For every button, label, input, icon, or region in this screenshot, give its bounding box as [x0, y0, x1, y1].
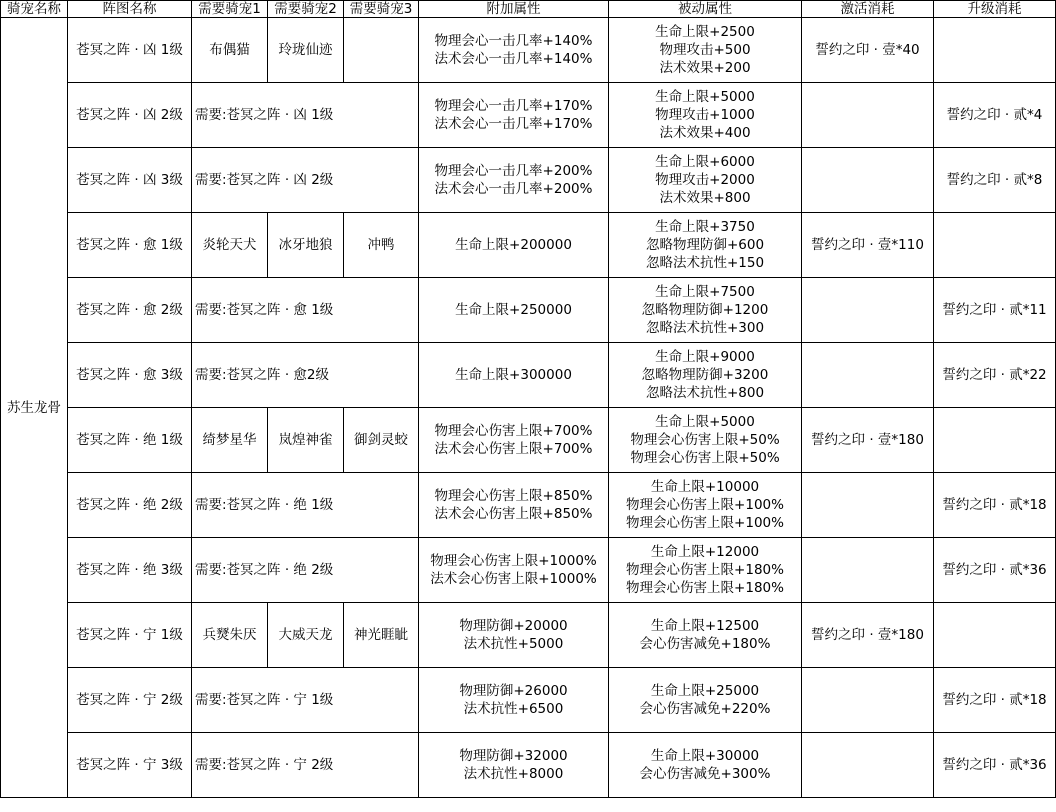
required-pet-cell: 炎轮天犬 [192, 213, 268, 278]
table-row [1, 18, 1056, 83]
activation-cost-cell [802, 733, 934, 798]
requirement-cell: 需要:苍冥之阵 · 宁 1级 [192, 668, 419, 733]
passive-attribute-cell-line: 忽略法术抗性+300 [645, 320, 765, 336]
requirement-cell: 需要:苍冥之阵 · 宁 2级 [192, 733, 419, 798]
header-cell: 需要骑宠2 [268, 1, 344, 18]
requirement-cell: 需要:苍冥之阵 · 凶 1级 [192, 83, 419, 148]
mount-name-cell: 苏生龙骨 [1, 18, 68, 798]
extra-attribute-cell [419, 473, 609, 538]
header-cell: 骑宠名称 [1, 1, 68, 18]
passive-attribute-cell-line: 物理会心伤害上限+180% [626, 580, 784, 596]
formation-name-cell: 苍冥之阵 · 愈 2级 [68, 278, 192, 343]
extra-attribute-cell-line: 生命上限+250000 [455, 302, 572, 318]
passive-attribute-cell [609, 213, 802, 278]
activation-cost-cell [802, 343, 934, 408]
activation-cost-cell: 誓约之印 · 壹*40 [802, 18, 934, 83]
required-pet-cell: 岚煌神雀 [268, 408, 344, 473]
requirement-cell: 需要:苍冥之阵 · 绝 1级 [192, 473, 419, 538]
extra-attribute-cell-line: 法术会心伤害上限+850% [434, 506, 593, 522]
extra-attribute-cell-line: 法术抗性+5000 [463, 636, 564, 652]
upgrade-cost-cell: 誓约之印 · 贰*36 [934, 733, 1056, 798]
table-row [1, 408, 1056, 473]
upgrade-cost-cell [934, 213, 1056, 278]
requirement-cell: 需要:苍冥之阵 · 凶 2级 [192, 148, 419, 213]
table-row [1, 278, 1056, 343]
required-pet-cell: 神光睚眦 [344, 603, 419, 668]
extra-attribute-cell-line: 物理会心伤害上限+1000% [430, 553, 597, 569]
upgrade-cost-cell: 誓约之印 · 贰*11 [934, 278, 1056, 343]
activation-cost-cell [802, 538, 934, 603]
passive-attribute-cell [609, 148, 802, 213]
table-body [1, 18, 1056, 798]
extra-attribute-cell-line: 物理防御+32000 [459, 748, 568, 764]
extra-attribute-cell-line: 法术会心伤害上限+700% [434, 441, 593, 457]
passive-attribute-cell [609, 18, 802, 83]
upgrade-cost-cell: 誓约之印 · 贰*18 [934, 668, 1056, 733]
upgrade-cost-cell: 誓约之印 · 贰*18 [934, 473, 1056, 538]
extra-attribute-cell-line: 物理防御+20000 [459, 618, 568, 634]
activation-cost-cell [802, 278, 934, 343]
extra-attribute-cell [419, 668, 609, 733]
formation-name-cell: 苍冥之阵 · 绝 3级 [68, 538, 192, 603]
extra-attribute-cell-line: 物理会心一击几率+170% [434, 98, 593, 114]
passive-attribute-cell-line: 忽略物理防御+600 [645, 237, 765, 253]
table-row [1, 213, 1056, 278]
extra-attribute-cell-line: 法术会心一击几率+200% [434, 181, 593, 197]
extra-attribute-cell-line: 生命上限+200000 [455, 237, 572, 253]
passive-attribute-cell-line: 会心伤害减免+220% [639, 701, 771, 717]
passive-attribute-cell-line: 生命上限+10000 [650, 479, 760, 495]
required-pet-cell: 御剑灵蛟 [344, 408, 419, 473]
passive-attribute-cell [609, 343, 802, 408]
passive-attribute-cell-line: 忽略物理防御+1200 [641, 302, 769, 318]
activation-cost-cell: 誓约之印 · 壹*180 [802, 603, 934, 668]
formation-name-cell: 苍冥之阵 · 宁 1级 [68, 603, 192, 668]
extra-attribute-cell-line: 物理会心一击几率+140% [434, 33, 593, 49]
required-pet-cell: 冲鸭 [344, 213, 419, 278]
table-row [1, 733, 1056, 798]
activation-cost-cell [802, 473, 934, 538]
formation-name-cell: 苍冥之阵 · 绝 2级 [68, 473, 192, 538]
passive-attribute-cell-line: 忽略法术抗性+800 [645, 385, 765, 401]
passive-attribute-cell-line: 生命上限+5000 [655, 89, 755, 105]
passive-attribute-cell-line: 会心伤害减免+180% [639, 636, 771, 652]
required-pet-cell: 绮梦星华 [192, 408, 268, 473]
extra-attribute-cell-line: 物理会心伤害上限+700% [434, 423, 593, 439]
extra-attribute-cell-line: 物理会心一击几率+200% [434, 163, 593, 179]
requirement-cell: 需要:苍冥之阵 · 愈 1级 [192, 278, 419, 343]
passive-attribute-cell [609, 473, 802, 538]
formation-name-cell: 苍冥之阵 · 宁 2级 [68, 668, 192, 733]
upgrade-cost-cell: 誓约之印 · 贰*36 [934, 538, 1056, 603]
passive-attribute-cell-line: 会心伤害减免+300% [639, 766, 771, 782]
table-row [1, 343, 1056, 408]
passive-attribute-cell-line: 生命上限+25000 [650, 683, 760, 699]
header-cell: 需要骑宠1 [192, 1, 268, 18]
extra-attribute-cell [419, 538, 609, 603]
upgrade-cost-cell [934, 603, 1056, 668]
passive-attribute-cell-line: 物理会心伤害上限+100% [626, 515, 784, 531]
passive-attribute-cell-line: 物理会心伤害上限+50% [630, 450, 780, 466]
passive-attribute-cell [609, 408, 802, 473]
table-row [1, 538, 1056, 603]
activation-cost-cell: 誓约之印 · 壹*180 [802, 408, 934, 473]
formation-name-cell: 苍冥之阵 · 宁 3级 [68, 733, 192, 798]
required-pet-cell [344, 18, 419, 83]
header-cell: 激活消耗 [802, 1, 934, 18]
upgrade-cost-cell [934, 18, 1056, 83]
passive-attribute-cell [609, 733, 802, 798]
extra-attribute-cell [419, 18, 609, 83]
table-row [1, 668, 1056, 733]
extra-attribute-cell [419, 603, 609, 668]
header-cell: 附加属性 [419, 1, 609, 18]
passive-attribute-cell-line: 物理攻击+500 [659, 42, 751, 58]
extra-attribute-cell [419, 408, 609, 473]
formation-name-cell: 苍冥之阵 · 愈 3级 [68, 343, 192, 408]
passive-attribute-cell-line: 法术效果+800 [659, 190, 751, 206]
requirement-cell: 需要:苍冥之阵 · 愈2级 [192, 343, 419, 408]
passive-attribute-cell-line: 物理会心伤害上限+180% [626, 562, 784, 578]
passive-attribute-cell-line: 生命上限+3750 [655, 219, 755, 235]
passive-attribute-cell [609, 83, 802, 148]
passive-attribute-cell-line: 物理会心伤害上限+100% [626, 497, 784, 513]
formation-name-cell: 苍冥之阵 · 凶 1级 [68, 18, 192, 83]
activation-cost-cell: 誓约之印 · 壹*110 [802, 213, 934, 278]
formation-name-cell: 苍冥之阵 · 凶 3级 [68, 148, 192, 213]
passive-attribute-cell-line: 忽略法术抗性+150 [645, 255, 765, 271]
extra-attribute-cell [419, 83, 609, 148]
passive-attribute-cell-line: 物理攻击+1000 [655, 107, 755, 123]
requirement-cell: 需要:苍冥之阵 · 绝 2级 [192, 538, 419, 603]
formation-name-cell: 苍冥之阵 · 凶 2级 [68, 83, 192, 148]
table-row [1, 148, 1056, 213]
extra-attribute-cell [419, 148, 609, 213]
header-cell: 阵图名称 [68, 1, 192, 18]
passive-attribute-cell-line: 物理攻击+2000 [655, 172, 755, 188]
passive-attribute-cell-line: 忽略物理防御+3200 [641, 367, 769, 383]
extra-attribute-cell [419, 278, 609, 343]
extra-attribute-cell-line: 法术会心伤害上限+1000% [430, 571, 597, 587]
upgrade-cost-cell: 誓约之印 · 贰*22 [934, 343, 1056, 408]
extra-attribute-cell-line: 法术会心一击几率+170% [434, 116, 593, 132]
passive-attribute-cell-line: 生命上限+30000 [650, 748, 760, 764]
table-row [1, 603, 1056, 668]
required-pet-cell: 大威天龙 [268, 603, 344, 668]
passive-attribute-cell [609, 538, 802, 603]
upgrade-cost-cell [934, 408, 1056, 473]
upgrade-cost-cell: 誓约之印 · 贰*8 [934, 148, 1056, 213]
extra-attribute-cell-line: 法术抗性+8000 [463, 766, 564, 782]
table-row [1, 83, 1056, 148]
passive-attribute-cell-line: 生命上限+6000 [655, 154, 755, 170]
upgrade-cost-cell: 誓约之印 · 贰*4 [934, 83, 1056, 148]
header-cell: 被动属性 [609, 1, 802, 18]
extra-attribute-cell-line: 物理防御+26000 [459, 683, 568, 699]
passive-attribute-cell-line: 法术效果+400 [659, 125, 751, 141]
passive-attribute-cell-line: 物理会心伤害上限+50% [630, 432, 780, 448]
header-cell: 需要骑宠3 [344, 1, 419, 18]
passive-attribute-cell [609, 278, 802, 343]
passive-attribute-cell-line: 生命上限+12000 [650, 544, 760, 560]
passive-attribute-cell [609, 668, 802, 733]
header-row [1, 1, 1056, 18]
passive-attribute-cell-line: 生命上限+2500 [655, 24, 755, 40]
passive-attribute-cell-line: 生命上限+7500 [655, 284, 755, 300]
formation-name-cell: 苍冥之阵 · 愈 1级 [68, 213, 192, 278]
passive-attribute-cell-line: 生命上限+9000 [655, 349, 755, 365]
header-cell: 升级消耗 [934, 1, 1056, 18]
passive-attribute-cell [609, 603, 802, 668]
passive-attribute-cell-line: 生命上限+5000 [655, 414, 755, 430]
extra-attribute-cell [419, 343, 609, 408]
extra-attribute-cell-line: 生命上限+300000 [455, 367, 572, 383]
formation-name-cell: 苍冥之阵 · 绝 1级 [68, 408, 192, 473]
required-pet-cell: 布偶猫 [192, 18, 268, 83]
table-row [1, 473, 1056, 538]
extra-attribute-cell-line: 法术会心一击几率+140% [434, 51, 593, 67]
activation-cost-cell [802, 148, 934, 213]
extra-attribute-cell [419, 733, 609, 798]
required-pet-cell: 兵燹朱厌 [192, 603, 268, 668]
activation-cost-cell [802, 668, 934, 733]
extra-attribute-cell-line: 物理会心伤害上限+850% [434, 488, 593, 504]
extra-attribute-cell [419, 213, 609, 278]
required-pet-cell: 玲珑仙迹 [268, 18, 344, 83]
extra-attribute-cell-line: 法术抗性+6500 [463, 701, 564, 717]
passive-attribute-cell-line: 生命上限+12500 [650, 618, 760, 634]
required-pet-cell: 冰牙地狼 [268, 213, 344, 278]
activation-cost-cell [802, 83, 934, 148]
passive-attribute-cell-line: 法术效果+200 [659, 60, 751, 76]
